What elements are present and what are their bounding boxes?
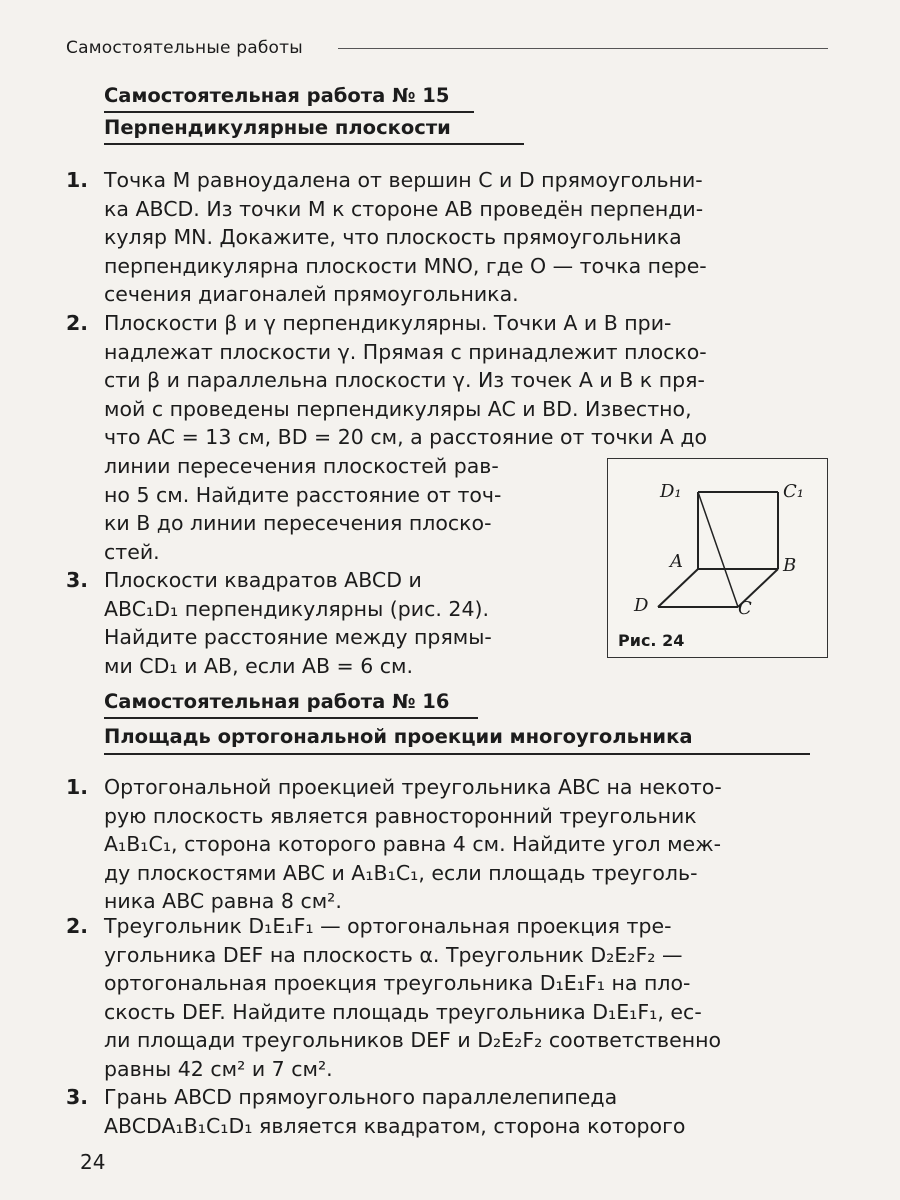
text-line: угольника DEF на плоскость α. Треугольник D₂E₂F₂ — xyxy=(104,942,683,967)
section-16-topic: Площадь ортогональной проекции многоугольника xyxy=(104,725,693,748)
text-line: ABCDA₁B₁C₁D₁ является квадратом, сторона которого xyxy=(104,1113,686,1138)
text-line: но 5 см. Найдите расстояние от точ- xyxy=(104,482,502,507)
text-line: мой c проведены перпендикуляры AC и BD. Известно, xyxy=(104,396,692,421)
edge-ad xyxy=(658,569,698,607)
section-15-number-title: Самостоятельная работа № 15 xyxy=(104,84,450,107)
text-line: ли площади треугольников DEF и D₂E₂F₂ соответственно xyxy=(104,1028,722,1053)
text-line: надлежат плоскости γ. Прямая c принадлежит плоско- xyxy=(104,339,707,364)
problem-text xyxy=(104,1083,828,1140)
text-line: Точка M равноудалена от вершин C и D прямоугольни- xyxy=(104,168,703,192)
text-line: ABC₁D₁ перпендикулярны (рис. 24). xyxy=(104,596,490,621)
text-line: куляр MN. Докажите, что плоскость прямоугольника xyxy=(104,225,682,250)
label-c: C xyxy=(738,598,752,619)
text-line: Плоскости квадратов ABCD и xyxy=(104,568,422,592)
text-line: Плоскости β и γ перпендикулярны. Точки A и B при- xyxy=(104,311,672,335)
page-number: 24 xyxy=(80,1150,106,1174)
text-line: A₁B₁C₁, сторона которого равна 4 см. Найдите угол меж- xyxy=(104,832,722,857)
section-16-number-title: Самостоятельная работа № 16 xyxy=(104,690,450,713)
text-line: сти β и параллельна плоскости γ. Из точек A и B к пря- xyxy=(104,368,705,393)
text-line: ортогональная проекция треугольника D₁E₁F₁ на пло- xyxy=(104,971,691,996)
figure-24 xyxy=(607,458,828,658)
section-15-topic: Перпендикулярные плоскости xyxy=(104,116,451,139)
problem-number: 2. xyxy=(66,914,89,938)
text-line: стей. xyxy=(104,539,160,564)
problem-16-1 xyxy=(66,773,828,916)
text-line: ду плоскостями ABC и A₁B₁C₁, если площадь треуголь- xyxy=(104,860,698,885)
problem-15-3 xyxy=(66,566,596,680)
text-line: Найдите расстояние между прямы- xyxy=(104,625,492,650)
text-line: Ортогональной проекцией треугольника ABC на некото- xyxy=(104,775,722,799)
problem-number: 3. xyxy=(66,1085,89,1109)
header-rule xyxy=(338,48,828,49)
label-a: A xyxy=(670,551,683,572)
text-line: Треугольник D₁E₁F₁ — ортогональная проекция тре- xyxy=(104,914,672,938)
text-line: перпендикулярна плоскости MNO, где O — точка пере- xyxy=(104,253,707,278)
problem-number: 2. xyxy=(66,311,89,335)
problem-text xyxy=(104,912,828,1084)
problem-number: 1. xyxy=(66,168,89,192)
segment-cd1 xyxy=(698,492,738,607)
problem-text xyxy=(104,566,596,680)
label-c1: C₁ xyxy=(783,481,804,502)
label-b: B xyxy=(783,555,797,576)
section-16-rule-2 xyxy=(104,753,810,755)
text-line: рую плоскость является равносторонний треугольник xyxy=(104,803,697,828)
text-line: ка ABCD. Из точки M к стороне AB проведён перпенди- xyxy=(104,196,704,221)
text-line: сечения диагоналей прямоугольника. xyxy=(104,282,519,307)
text-line: ника ABC равна 8 см². xyxy=(104,889,342,914)
section-15-rule-2 xyxy=(104,143,524,145)
problem-number: 3. xyxy=(66,568,89,592)
text-line: Грань ABCD прямоугольного параллелепипеда xyxy=(104,1085,618,1109)
problem-number: 1. xyxy=(66,775,89,799)
section-16-rule-1 xyxy=(104,717,478,719)
problem-16-2 xyxy=(66,912,828,1084)
section-15-rule-1 xyxy=(104,111,474,113)
problem-15-1 xyxy=(66,166,828,309)
text-line: ки B до линии пересечения плоско- xyxy=(104,511,492,536)
problem-text xyxy=(104,773,828,916)
text-line: линии пересечения плоскостей рав- xyxy=(104,453,499,478)
figure-24-drawing xyxy=(608,459,827,657)
label-d1: D₁ xyxy=(660,481,682,502)
text-line: что AC = 13 см, BD = 20 см, а расстояние от точки A до xyxy=(104,425,708,450)
figure-caption: Рис. 24 xyxy=(618,631,685,650)
label-d: D xyxy=(634,595,649,616)
running-header-title: Самостоятельные работы xyxy=(66,38,303,58)
text-line: ми CD₁ и AB, если AB = 6 см. xyxy=(104,653,414,678)
text-line: скость DEF. Найдите площадь треугольника D₁E₁F₁, ес- xyxy=(104,999,702,1024)
problem-16-3 xyxy=(66,1083,828,1140)
text-line: равны 42 см² и 7 см². xyxy=(104,1056,333,1081)
problem-text xyxy=(104,166,828,309)
